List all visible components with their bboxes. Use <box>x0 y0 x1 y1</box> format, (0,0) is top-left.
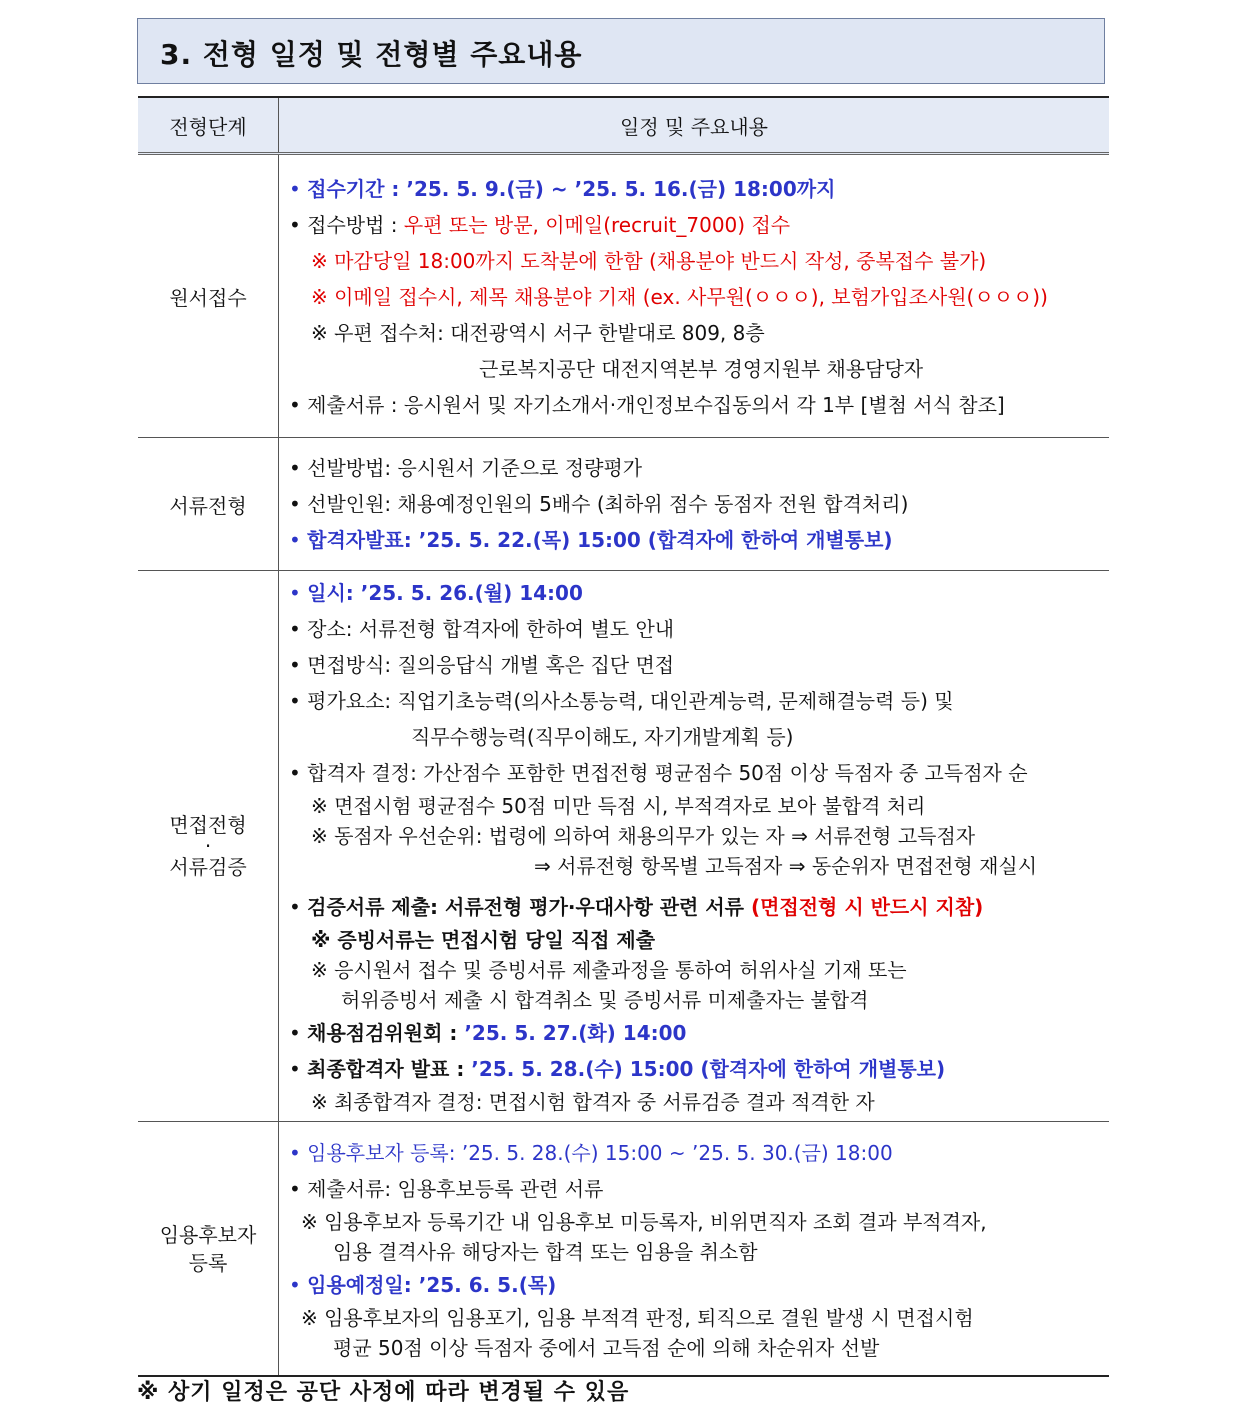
stage-label-document-screening: 서류전형 <box>138 438 279 571</box>
evaluation-factors: • 평가요소: 직업기초능력(의사소통능력, 대인관계능력, 문제해결능력 등) 및 <box>289 683 1109 719</box>
table-header-row <box>138 97 1109 154</box>
required-documents: • 제출서류 : 응시원서 및 자기소개서·개인정보수집동의서 각 1부 [별첨 서식 참조] <box>289 387 1109 423</box>
registration-documents: • 제출서류: 임용후보등록 관련 서류 <box>289 1171 1109 1207</box>
note-false-documents-cont: 허위증빙서 제출 시 합격취소 및 증빙서류 미제출자는 불합격 <box>341 988 869 1012</box>
table-row-candidate-registration <box>138 1122 1109 1377</box>
section-title-box <box>137 18 1105 84</box>
selection-count: • 선발인원: 채용예정인원의 5배수 (최하위 점수 동점자 전원 합격처리) <box>289 486 1109 522</box>
note-false-documents: ※ 응시원서 접수 및 증빙서류 제출과정을 통하여 허위사실 기재 또는 <box>311 958 907 982</box>
note-fail-threshold: ※ 면접시험 평균점수 50점 미만 득점 시, 부적격자로 보아 불합격 처리 <box>311 794 926 818</box>
interview-place: • 장소: 서류전형 합격자에 한하여 별도 안내 <box>289 611 1109 647</box>
stage-label-interview: 면접전형 · 서류검증 <box>138 571 279 1122</box>
screening-result-announcement: • 합격자발표: ’25. 5. 22.(목) 15:00 (합격자에 한하여 개별통보) <box>289 522 1109 558</box>
note-vacancy: ※ 임용후보자의 임용포기, 임용 부적격 판정, 퇴직으로 결원 발생 시 면접시험 <box>301 1305 974 1330</box>
interview-method: • 면접방식: 질의응답식 개별 혹은 집단 면접 <box>289 647 1109 683</box>
note-tie-priority-cont: ⇒ 서류전형 항목별 고득점자 ⇒ 동순위자 면접전형 재실시 <box>534 854 1038 878</box>
schedule-table <box>138 96 1109 1377</box>
verification-documents: • 검증서류 제출: 서류전형 평가·우대사항 관련 서류 (면접전형 시 반드시 지참) <box>289 889 1109 925</box>
note-registration-cancel: ※ 임용후보자 등록기간 내 임용후보 미등록자, 비위면직자 조회 결과 부적격자, <box>301 1209 987 1234</box>
application-method: • 접수방법 : 우편 또는 방문, 이메일(recruit_7000) 접수 <box>289 207 1109 243</box>
table-row-application <box>138 154 1109 438</box>
col-header-content: 일정 및 주요내용 <box>279 97 1110 154</box>
stage-label-application: 원서접수 <box>138 154 279 438</box>
table-row-document-screening <box>138 438 1109 571</box>
evaluation-factors-cont: 직무수행능력(직무이해도, 자기개발계획 등) <box>411 725 794 749</box>
final-result-announcement: • 최종합격자 발표 : ’25. 5. 28.(수) 15:00 (합격자에 한하여 개별통보) <box>289 1051 1109 1087</box>
application-period: • 접수기간 : ’25. 5. 9.(금) ~ ’25. 5. 16.(금) 18:00까지 <box>289 171 1109 207</box>
note-mail-address: ※ 우편 접수처: 대전광역시 서구 한밭대로 809, 8층 <box>311 321 765 345</box>
note-email: ※ 이메일 접수시, 제목 채용분야 기재 (ex. 사무원(ㅇㅇㅇ), 보험가입조사원(ㅇㅇㅇ)) <box>311 285 1048 309</box>
note-tie-priority: ※ 동점자 우선순위: 법령에 의하여 채용의무가 있는 자 ⇒ 서류전형 고득점자 <box>311 824 976 848</box>
stage-label-candidate-registration: 임용후보자 등록 <box>138 1122 279 1377</box>
stage-content-interview <box>279 571 1110 1122</box>
note-final-decision: ※ 최종합격자 결정: 면접시험 합격자 중 서류검증 결과 적격한 자 <box>311 1090 875 1114</box>
schedule-change-notice: ※ 상기 일정은 공단 사정에 따라 변경될 수 있음 <box>137 1380 630 1405</box>
section-title: 3. 전형 일정 및 전형별 주요내용 <box>160 38 583 71</box>
stage-content-candidate-registration <box>279 1122 1110 1377</box>
note-mail-recipient: 근로복지공단 대전지역본부 경영지원부 채용담당자 <box>479 357 924 381</box>
stage-content-application <box>279 154 1110 438</box>
note-deadline: ※ 마감당일 18:00까지 도착분에 한함 (채용분야 반드시 작성, 중복접수 불가) <box>311 249 987 273</box>
stage-content-document-screening <box>279 438 1110 571</box>
appointment-date: • 임용예정일: ’25. 6. 5.(목) <box>289 1267 1109 1303</box>
selection-method: • 선발방법: 응시원서 기준으로 정량평가 <box>289 450 1109 486</box>
interview-datetime: • 일시: ’25. 5. 26.(월) 14:00 <box>289 575 1109 611</box>
note-vacancy-cont: 평균 50점 이상 득점자 중에서 고득점 순에 의해 차순위자 선발 <box>333 1335 880 1360</box>
pass-decision: • 합격자 결정: 가산점수 포함한 면접전형 평균점수 50점 이상 득점자 중 고득점자 순 <box>289 755 1109 791</box>
registration-period: • 임용후보자 등록: ’25. 5. 28.(수) 15:00 ~ ’25. 5. 30.(금) 18:00 <box>289 1135 1109 1171</box>
note-submit-in-person: ※ 증빙서류는 면접시험 당일 직접 제출 <box>311 928 656 952</box>
table-row-interview <box>138 571 1109 1122</box>
note-registration-cancel-cont: 임용 결격사유 해당자는 합격 또는 임용을 취소함 <box>333 1239 758 1264</box>
hiring-review-committee: • 채용점검위원회 : ’25. 5. 27.(화) 14:00 <box>289 1015 1109 1051</box>
col-header-stage: 전형단계 <box>138 97 279 154</box>
